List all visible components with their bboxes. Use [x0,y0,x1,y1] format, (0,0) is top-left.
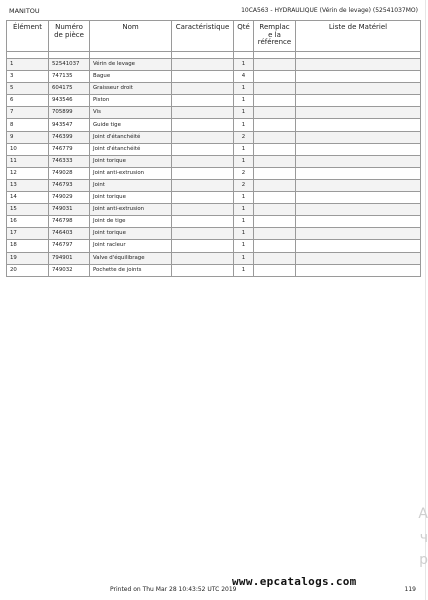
table-row [7,204,421,216]
cell-characteristic [172,107,234,119]
cell-characteristic [172,216,234,228]
cell-bom [296,119,421,131]
column-header-item: Élément [7,21,49,52]
cell-characteristic [172,155,234,167]
cell-item: 19 [7,252,49,264]
table-row [7,179,421,191]
cell-item: 7 [7,107,49,119]
cell-part-number: 746779 [49,143,90,155]
cell-bom [296,95,421,107]
cell-part-number: 746399 [49,131,90,143]
cell-part-number: 52541037 [49,59,90,71]
cell-name: Valve d'équilibrage [90,252,172,264]
cell-name: Joint anti-extrusion [90,167,172,179]
cell-name: Pochette de joints [90,264,172,276]
cell-bom [296,107,421,119]
cell-part-number: 705899 [49,107,90,119]
cell-item: 18 [7,240,49,252]
cell-part-number: 746793 [49,179,90,191]
cell-item: 14 [7,192,49,204]
column-header-bom: Liste de Matériel [296,21,421,52]
cell-name: Joint torique [90,192,172,204]
cell-quantity: 1 [234,216,254,228]
cell-quantity: 1 [234,240,254,252]
cell-part-number: 943546 [49,95,90,107]
cell-name: Vérin de levage [90,59,172,71]
cell-quantity: 2 [234,131,254,143]
cell-replaces [254,95,296,107]
cell-item: 13 [7,179,49,191]
cell-bom [296,179,421,191]
cell-quantity: 1 [234,228,254,240]
printed-timestamp: Printed on Thu Mar 28 10:43:52 UTC 2019 [110,586,237,593]
edge-glyph: p [419,552,428,568]
cell-name: Graisseur droit [90,83,172,95]
cell-replaces [254,240,296,252]
cell-item: 1 [7,59,49,71]
edge-glyph: A [418,506,428,522]
table-row [7,228,421,240]
table-row [7,71,421,83]
cell-item: 12 [7,167,49,179]
cell-item: 20 [7,264,49,276]
cell-replaces [254,119,296,131]
cell-replaces [254,252,296,264]
cell-name: Joint anti-extrusion [90,204,172,216]
cell-replaces [254,179,296,191]
cell-bom [296,252,421,264]
cell-part-number: 794901 [49,252,90,264]
cell-replaces [254,143,296,155]
page-number: 119 [404,586,416,593]
cell-name: Guide tige [90,119,172,131]
table-spacer-row [7,52,421,59]
cell-bom [296,264,421,276]
cell-characteristic [172,228,234,240]
cell-quantity: 1 [234,59,254,71]
watermark-url: www.epcatalogs.com [232,575,357,588]
cell-bom [296,83,421,95]
cell-characteristic [172,83,234,95]
cell-quantity: 1 [234,264,254,276]
table-row [7,83,421,95]
cell-replaces [254,228,296,240]
cell-quantity: 1 [234,95,254,107]
cell-bom [296,192,421,204]
cell-characteristic [172,95,234,107]
cell-part-number: 749032 [49,264,90,276]
cell-characteristic [172,119,234,131]
cell-characteristic [172,71,234,83]
cell-characteristic [172,252,234,264]
cell-quantity: 1 [234,155,254,167]
column-header-quantity: Qté [234,21,254,52]
table-row [7,119,421,131]
cell-name: Joint torique [90,155,172,167]
cell-item: 6 [7,95,49,107]
document-title: 10CA563 - HYDRAULIQUE (Vérin de levage) (52541037MO) [241,7,418,14]
cell-name: Joint d'étanchéité [90,131,172,143]
cell-item: 11 [7,155,49,167]
cell-characteristic [172,167,234,179]
cell-replaces [254,83,296,95]
cell-quantity: 1 [234,252,254,264]
table-row [7,192,421,204]
cell-characteristic [172,143,234,155]
cell-item: 17 [7,228,49,240]
cell-characteristic [172,204,234,216]
cell-bom [296,240,421,252]
table-row [7,252,421,264]
cell-item: 10 [7,143,49,155]
edge-glyph: ч [419,530,428,546]
cell-quantity: 2 [234,179,254,191]
cell-replaces [254,192,296,204]
cell-characteristic [172,59,234,71]
cell-part-number: 749031 [49,204,90,216]
cell-bom [296,59,421,71]
cell-item: 8 [7,119,49,131]
cell-item: 15 [7,204,49,216]
table-row [7,95,421,107]
cell-quantity: 1 [234,83,254,95]
cell-quantity: 1 [234,143,254,155]
table-header-row [7,21,421,52]
cell-bom [296,228,421,240]
cell-item: 9 [7,131,49,143]
cell-bom [296,204,421,216]
table-row [7,155,421,167]
cell-replaces [254,107,296,119]
cell-part-number: 747135 [49,71,90,83]
cell-part-number: 746403 [49,228,90,240]
cell-name: Piston [90,95,172,107]
cell-quantity: 1 [234,119,254,131]
cell-quantity: 1 [234,192,254,204]
table-row [7,107,421,119]
cell-bom [296,143,421,155]
cell-part-number: 749029 [49,192,90,204]
cell-name: Joint d'étanchéité [90,143,172,155]
column-header-part-number: Numéro de pièce [49,21,90,52]
cell-item: 3 [7,71,49,83]
table-row [7,143,421,155]
cell-part-number: 943547 [49,119,90,131]
cell-part-number: 749028 [49,167,90,179]
table-row [7,167,421,179]
cell-name: Joint [90,179,172,191]
cell-part-number: 746798 [49,216,90,228]
cell-bom [296,71,421,83]
table-row [7,131,421,143]
cell-part-number: 746333 [49,155,90,167]
cell-name: Joint racleur [90,240,172,252]
cell-replaces [254,167,296,179]
cell-name: Bague [90,71,172,83]
cell-replaces [254,131,296,143]
brand-label: MANITOU [9,7,40,15]
cell-characteristic [172,192,234,204]
cell-characteristic [172,179,234,191]
cell-name: Joint de tige [90,216,172,228]
cell-replaces [254,59,296,71]
table-row [7,216,421,228]
column-header-replaces: Remplac e la référence [254,21,296,52]
cell-item: 16 [7,216,49,228]
cell-replaces [254,204,296,216]
table-row [7,264,421,276]
cell-quantity: 4 [234,71,254,83]
cell-bom [296,131,421,143]
table-row [7,240,421,252]
column-header-name: Nom [90,21,172,52]
cell-characteristic [172,240,234,252]
cell-replaces [254,155,296,167]
column-header-characteristic: Caractéristique [172,21,234,52]
cell-name: Joint torique [90,228,172,240]
cell-bom [296,155,421,167]
cell-item: 5 [7,83,49,95]
cell-quantity: 1 [234,204,254,216]
cell-replaces [254,216,296,228]
cell-bom [296,216,421,228]
cell-replaces [254,71,296,83]
cell-characteristic [172,131,234,143]
cell-part-number: 604175 [49,83,90,95]
parts-table [6,20,421,277]
cell-replaces [254,264,296,276]
table-row [7,59,421,71]
cell-quantity: 1 [234,107,254,119]
cell-name: Vis [90,107,172,119]
cell-quantity: 2 [234,167,254,179]
cell-part-number: 746797 [49,240,90,252]
cell-bom [296,167,421,179]
cell-characteristic [172,264,234,276]
